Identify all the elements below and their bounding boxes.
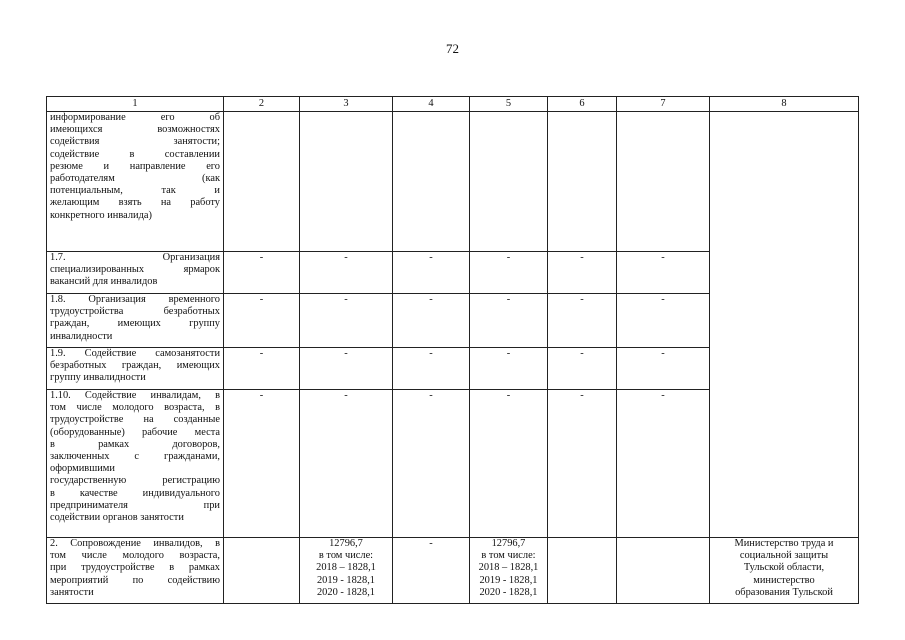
value-cell-col-2: -: [224, 348, 300, 390]
page-number: 72: [446, 41, 459, 56]
cell-line: 2019 - 1828,1: [316, 574, 375, 586]
cell-line: в рамках договоров,: [50, 438, 220, 450]
cell-line: группу инвалидности: [50, 372, 146, 384]
cell-line: содействие в составлении: [50, 148, 220, 160]
value-cell-col-3: -: [300, 294, 393, 348]
header-col-3: 3: [300, 97, 393, 112]
value-cell-col-5: -: [470, 348, 548, 390]
cell-line: в том числе:: [481, 550, 536, 562]
executor-cell-row-2: [710, 538, 859, 604]
cell-line: трудоустройстве на созданные: [50, 414, 220, 426]
value-cell-col-6: -: [548, 294, 617, 348]
cell-line: 1.7. Организация: [50, 252, 220, 263]
value-cell-col-2: -: [224, 390, 300, 538]
value-cell-col-4: -: [393, 390, 470, 538]
cell-line: оформившими: [50, 463, 115, 475]
cell-line: работодателям (как: [50, 173, 220, 185]
cell-line: инвалидности: [50, 330, 113, 342]
value-cell-col-7: [617, 112, 710, 252]
value-cell-col-6: [548, 112, 617, 252]
cell-line: (оборудованные) рабочие места: [50, 426, 220, 438]
header-col-1: 1: [47, 97, 224, 112]
cell-line: специализированных ярмарок: [50, 264, 220, 276]
value-cell-col-5: -: [470, 252, 548, 294]
value-cell-col-2: [224, 112, 300, 252]
value-cell-col-6: -: [548, 390, 617, 538]
cell-line: 2020 - 1828,1: [479, 586, 538, 598]
cell-line: 12796,7: [491, 538, 526, 549]
value-cell-col-2: -: [224, 294, 300, 348]
informing-row: [47, 112, 859, 252]
cell-line: граждан, имеющих группу: [50, 318, 220, 330]
header-col-5: 5: [470, 97, 548, 112]
value-cell-col-4: -: [393, 538, 470, 604]
cell-line: 1.8. Организация временного: [50, 294, 220, 305]
activity-cell: [47, 112, 224, 252]
value-cell-col-3: -: [300, 252, 393, 294]
cell-line: в том числе:: [318, 550, 374, 562]
header-col-6: 6: [548, 97, 617, 112]
cell-line: потенциальным, так и: [50, 185, 220, 197]
value-cell-col-7: -: [617, 294, 710, 348]
value-cell-col-2: -: [224, 252, 300, 294]
cell-line: социальной защиты: [739, 550, 829, 562]
cell-line: 2020 - 1828,1: [316, 586, 375, 598]
value-cell-col-5: -: [470, 294, 548, 348]
cell-line: 1.9. Содействие самозанятости: [50, 348, 220, 359]
value-cell-col-5: [470, 112, 548, 252]
funding-total-cell: [300, 538, 393, 604]
activity-cell: [47, 390, 224, 538]
value-cell-col-4: -: [393, 252, 470, 294]
cell-line: трудоустройства безработных: [50, 306, 220, 318]
header-row: [47, 97, 859, 112]
header-col-7: 7: [617, 97, 710, 112]
cell-line: образования Тульской: [735, 586, 833, 598]
cell-line: 2. Сопровождение инвалидов, в: [50, 538, 220, 549]
value-cell-col-3: -: [300, 348, 393, 390]
header-col-8: 8: [710, 97, 859, 112]
cell-line: безработных граждан, имеющих: [50, 360, 220, 372]
cell-line: предпринимателя при: [50, 499, 220, 511]
value-cell-col-2: [224, 538, 300, 604]
value-cell-col-7: [617, 538, 710, 604]
value-cell-col-7: -: [617, 348, 710, 390]
cell-line: министерство: [753, 574, 815, 586]
activity-cell: [47, 294, 224, 348]
cell-line: 1.10. Содействие инвалидам, в: [50, 390, 220, 401]
activity-cell: [47, 348, 224, 390]
cell-line: конкретного инвалида): [50, 209, 152, 221]
cell-line: содействии органов занятости: [50, 512, 184, 524]
activity-cell: [47, 252, 224, 294]
cell-line: желающим взять на работу: [50, 197, 220, 209]
value-cell-col-4: -: [393, 348, 470, 390]
cell-line: 2019 - 1828,1: [479, 574, 538, 586]
cell-line: резюме и направление его: [50, 160, 220, 172]
cell-line: при трудоустройстве в рамках: [50, 562, 220, 574]
cell-line: Министерство труда и: [734, 538, 834, 549]
value-cell-col-6: -: [548, 252, 617, 294]
value-cell-col-7: -: [617, 252, 710, 294]
cell-line: 12796,7: [329, 538, 363, 549]
value-cell-col-4: [393, 112, 470, 252]
cell-line: вакансий для инвалидов: [50, 276, 158, 288]
value-cell-col-6: [548, 538, 617, 604]
cell-line: содействия занятости;: [50, 136, 220, 148]
activity-cell: [47, 538, 224, 604]
cell-line: заключенных с гражданами,: [50, 451, 220, 463]
cell-line: том числе молодого возраста, в: [50, 402, 220, 414]
cell-line: 2018 – 1828,1: [316, 562, 376, 574]
cell-line: мероприятий по содействию: [50, 574, 220, 586]
cell-line: том числе молодого возраста,: [50, 550, 220, 562]
cell-line: 2018 – 1828,1: [478, 562, 539, 574]
header-col-4: 4: [393, 97, 470, 112]
program-table: [46, 96, 859, 604]
cell-line: занятости: [50, 586, 94, 598]
value-cell-col-4: -: [393, 294, 470, 348]
cell-line: в качестве индивидуального: [50, 487, 220, 499]
value-cell-col-3: -: [300, 390, 393, 538]
value-cell-col-3: [300, 112, 393, 252]
cell-line: имеющихся возможностях: [50, 124, 220, 136]
value-cell-col-5: -: [470, 390, 548, 538]
value-cell-col-7: -: [617, 390, 710, 538]
cell-line: информирование его об: [50, 112, 220, 123]
row-2: [47, 538, 859, 604]
cell-line: Тульской области,: [743, 562, 825, 574]
funding-regional-cell: [470, 538, 548, 604]
executor-cell: [710, 112, 859, 538]
header-col-2: 2: [224, 97, 300, 112]
value-cell-col-6: -: [548, 348, 617, 390]
cell-line: государственную регистрацию: [50, 475, 220, 487]
